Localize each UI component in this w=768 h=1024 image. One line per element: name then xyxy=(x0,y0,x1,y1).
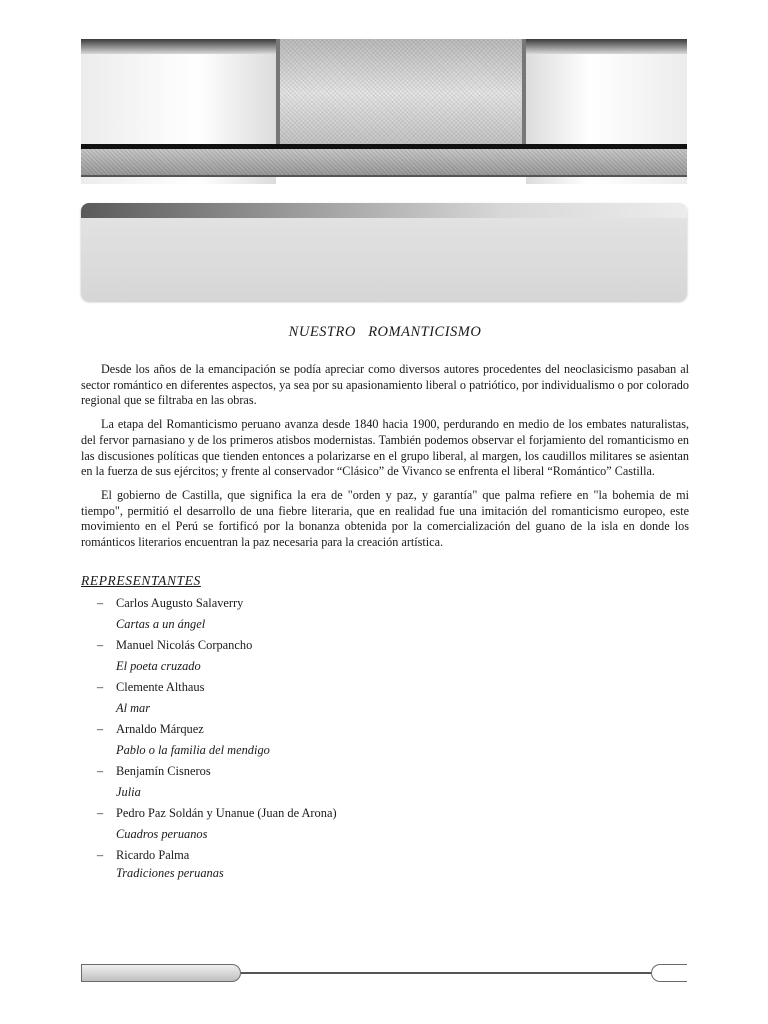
list-item xyxy=(81,763,689,800)
work-title: Pablo o la familia del mendigo xyxy=(116,742,270,757)
list-item xyxy=(81,805,689,842)
page-title: NUESTRO ROMANTICISMO xyxy=(288,324,482,340)
author-name: Carlos Augusto Salaverry xyxy=(116,595,244,610)
work-title: El poeta cruzado xyxy=(116,658,201,673)
dash-bullet: – xyxy=(97,721,104,736)
paragraph-2: La etapa del Romanticismo peruano avanza desde 1840 hacia 1900, perdurando en medio de los embates naturalistas, del fervor parnasiano y de los primeros atisbos modernistas. También podemos observar el forjamiento del romanticismo en las discusiones políticas que tienden entonces a polarizarse en el grupo liberal, al margen, los caudillos militares se asientan en la fuerza de sus ejércitos; y frente al conservador “Clásico” de Vivanco se enfrenta el liberal “Romántico” Castilla. xyxy=(81,417,689,479)
author-name: Manuel Nicolás Corpancho xyxy=(116,637,253,652)
author-name: Arnaldo Márquez xyxy=(116,721,204,736)
work-title: Cuadros peruanos xyxy=(116,826,208,841)
title-box xyxy=(81,203,687,301)
footer-left-tab xyxy=(81,964,241,982)
footer-rule xyxy=(241,972,651,974)
author-name: Ricardo Palma xyxy=(116,847,190,862)
banner-bottom-texture xyxy=(81,149,687,177)
dash-bullet: – xyxy=(97,805,104,820)
author-name: Benjamín Cisneros xyxy=(116,763,211,778)
dash-bullet: – xyxy=(97,847,104,862)
header-banner xyxy=(81,39,687,177)
page-footer xyxy=(81,964,687,984)
work-title: Julia xyxy=(116,784,141,799)
author-name: Clemente Althaus xyxy=(116,679,205,694)
dash-bullet: – xyxy=(97,637,104,652)
dash-bullet: – xyxy=(97,763,104,778)
list-item xyxy=(81,679,689,716)
page-content xyxy=(81,320,689,886)
list-item xyxy=(81,847,689,881)
list-item xyxy=(81,637,689,674)
list-item xyxy=(81,721,689,758)
dash-bullet: – xyxy=(97,595,104,610)
dash-bullet: – xyxy=(97,679,104,694)
representatives-list xyxy=(81,595,689,881)
banner-center-texture xyxy=(276,39,526,147)
title-box-gradient xyxy=(81,203,687,218)
work-title: Al mar xyxy=(116,700,151,715)
author-name: Pedro Paz Soldán y Unanue (Juan de Arona) xyxy=(116,805,337,820)
footer-right-tab xyxy=(651,964,687,982)
list-item xyxy=(81,595,689,632)
paragraph-3: El gobierno de Castilla, que significa la era de "orden y paz, y garantía" que palma refiere en "la bohemia de mi tiempo", permitió el desarrollo de una fiebre literaria, que en realidad fue una imitación del romanticismo europeo, este movimiento en el Perú se fortificó por la bonanza obtenida por la comercialización del guano de la isla en donde los románticos literarios encuentran la paz necesaria para la creación artística. xyxy=(81,487,689,550)
work-title: Cartas a un ángel xyxy=(116,616,206,631)
representatives-heading: REPRESENTANTES xyxy=(81,572,201,588)
paragraph-1: Desde los años de la emancipación se podía apreciar como diversos autores procedentes del neoclasicismo pasaban al sector romántico en diferentes aspectos, ya sea por su apasionamiento liberal o patriótico, por individualismo o por colorado regional que se filtraba en las obras. xyxy=(81,362,689,408)
work-title: Tradiciones peruanas xyxy=(116,865,224,880)
